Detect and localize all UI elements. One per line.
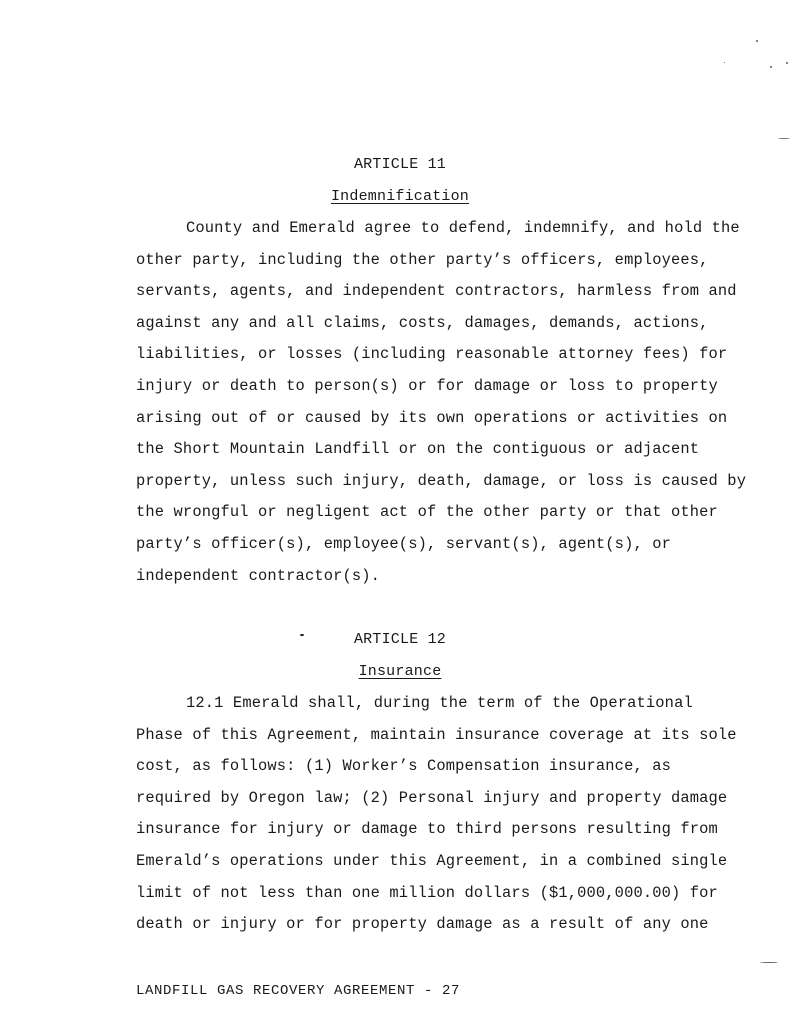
body-line: Phase of this Agreement, maintain insurance coverage at its sole	[136, 725, 737, 744]
article-12-heading	[0, 630, 800, 650]
article-11-title: ARTICLE 11	[353, 156, 446, 173]
article-11-heading	[0, 155, 800, 175]
scan-speck	[760, 962, 778, 963]
page-footer: LANDFILL GAS RECOVERY AGREEMENT - 27	[136, 983, 461, 999]
body-line: injury or death to person(s) or for damage or loss to property	[136, 376, 718, 395]
body-line: limit of not less than one million dollars ($1,000,000.00) for	[136, 883, 718, 902]
article-11-subheading	[0, 187, 800, 207]
body-line: other party, including the other party’s officers, employees,	[136, 250, 709, 269]
body-line: arising out of or caused by its own operations or activities on	[136, 408, 728, 427]
body-line: against any and all claims, costs, damages, demands, actions,	[136, 313, 709, 332]
article-11-subtitle: Indemnification	[330, 188, 470, 205]
body-line: the wrongful or negligent act of the other party or that other	[136, 503, 718, 522]
body-line: cost, as follows: (1) Worker’s Compensation insurance, as	[136, 757, 671, 776]
body-line: required by Oregon law; (2) Personal injury and property damage	[136, 788, 728, 807]
scan-speck	[724, 62, 725, 63]
body-line: liabilities, or losses (including reasonable attorney fees) for	[136, 345, 728, 364]
body-line: the Short Mountain Landfill or on the contiguous or adjacent	[136, 440, 700, 459]
body-line: independent contractor(s).	[136, 566, 381, 585]
article-12-title: ARTICLE 12	[353, 631, 446, 648]
scan-speck	[756, 40, 758, 42]
body-line: servants, agents, and independent contractors, harmless from and	[136, 282, 737, 301]
scan-speck	[786, 62, 788, 64]
article-12-subheading	[0, 662, 800, 682]
body-line: death or injury or for property damage as a result of any one	[136, 915, 709, 934]
body-line: Emerald’s operations under this Agreement, in a combined single	[136, 851, 728, 870]
scan-speck	[770, 66, 772, 68]
article-11-body	[136, 213, 800, 592]
body-line: property, unless such injury, death, damage, or loss is caused by	[136, 471, 747, 490]
article-12-body	[136, 688, 800, 941]
scan-speck	[778, 138, 790, 139]
body-line: 12.1 Emerald shall, during the term of the Operational	[186, 694, 693, 712]
article-12-subtitle: Insurance	[358, 663, 442, 680]
body-line: insurance for injury or damage to third persons resulting from	[136, 820, 718, 839]
body-line: County and Emerald agree to defend, indemnify, and hold the	[186, 219, 740, 237]
body-line: party’s officer(s), employee(s), servant(s), agent(s), or	[136, 534, 671, 553]
